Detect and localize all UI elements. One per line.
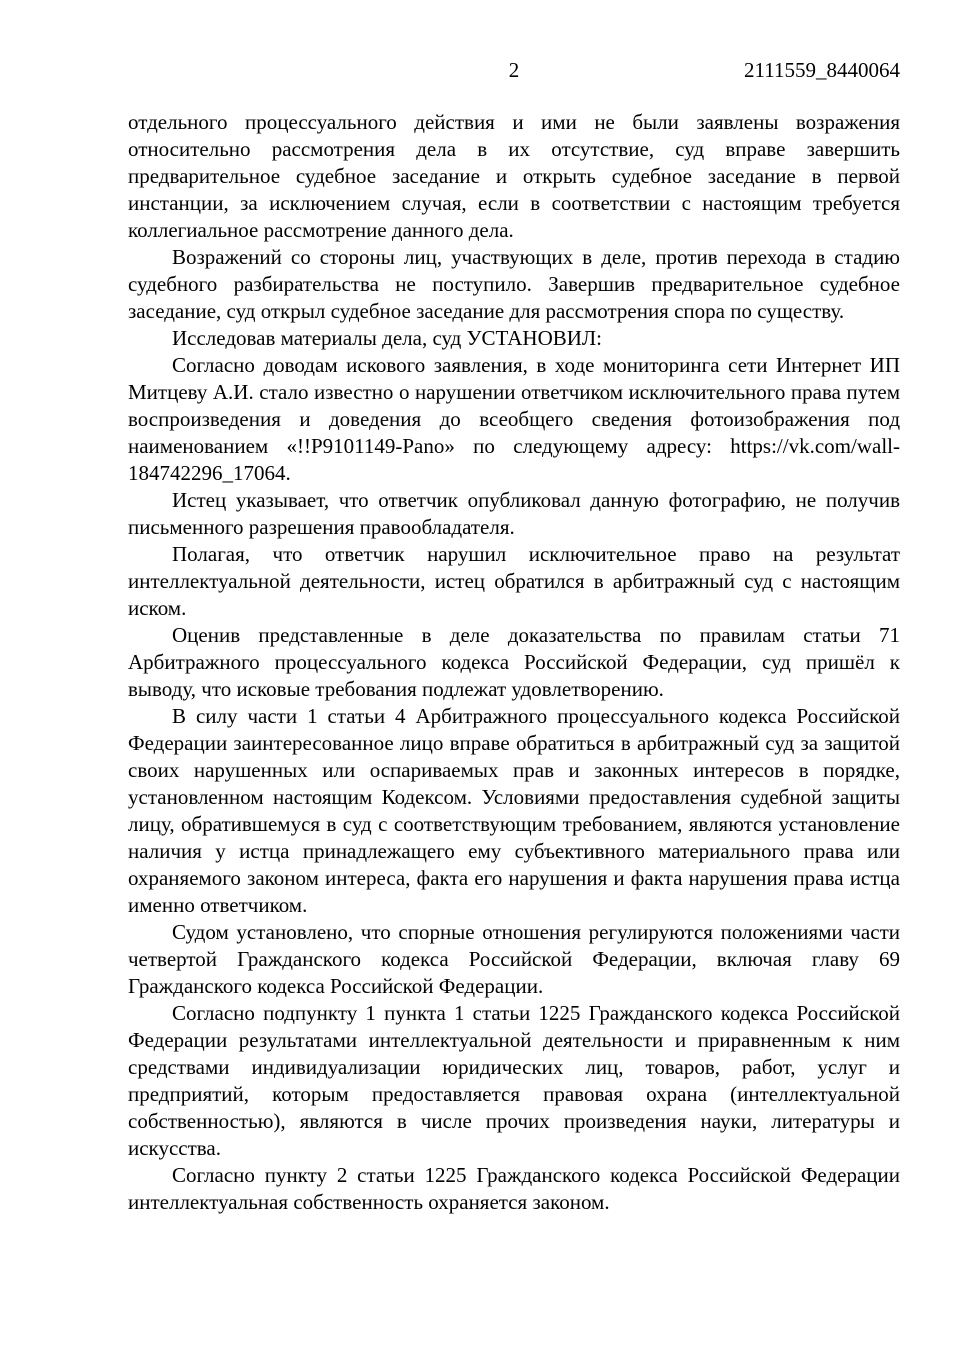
paragraph: Согласно доводам искового заявления, в ходе мониторинга сети Интернет ИП Митцеву А.И. стало известно о нарушении ответчиком исключительного права путем воспроизведения и доведения до всеобщего сведения фотоизображения под наименованием «!!P9101149-Pano» по следующему адресу: https://vk.com/wall-184742296_17064. xyxy=(128,353,900,485)
paragraph: Исследовав материалы дела, суд УСТАНОВИЛ: xyxy=(172,326,603,350)
page-number: 2 xyxy=(508,58,520,82)
paragraph: Возражений со стороны лиц, участвующих в деле, против перехода в стадию судебного разбирательства не поступило. Завершив предварительное судебное заседание, суд открыл судебное заседание для рассмотрения спора по существу. xyxy=(128,245,900,323)
paragraph: В силу части 1 статьи 4 Арбитражного процессуального кодекса Российской Федерации заинтересованное лицо вправе обратиться в арбитражный суд за защитой своих нарушенных или оспариваемых прав и законных интересов в порядке, установленном настоящим Кодексом. Условиями предоставления судебной защиты лицу, обратившемуся в суд с соответствующим требованием, являются установление наличия у истца принадлежащего ему субъективного материального права или охраняемого законом интереса, факта его нарушения и факта нарушения права истца именно ответчиком. xyxy=(128,704,900,917)
paragraph: Согласно подпункту 1 пункта 1 статьи 1225 Гражданского кодекса Российской Федерации результатами интеллектуальной деятельности и приравненным к ним средствами индивидуализации юридических лиц, товаров, работ, услуг и предприятий, которым предоставляется правовая охрана (интеллектуальной собственностью), являются в числе прочих произведения науки, литературы и искусства. xyxy=(128,1001,900,1160)
paragraph: Согласно пункту 2 статьи 1225 Гражданского кодекса Российской Федерации интеллектуальная собственность охраняется законом. xyxy=(128,1163,900,1214)
document-body xyxy=(128,109,900,1216)
paragraph: Полагая, что ответчик нарушил исключительное право на результат интеллектуальной деятельности, истец обратился в арбитражный суд с настоящим иском. xyxy=(128,542,900,620)
paragraph: Оценив представленные в деле доказательства по правилам статьи 71 Арбитражного процессуального кодекса Российской Федерации, суд пришёл к выводу, что исковые требования подлежат удовлетворению. xyxy=(128,623,900,701)
paragraph: Судом установлено, что спорные отношения регулируются положениями части четвертой Гражданского кодекса Российской Федерации, включая главу 69 Гражданского кодекса Российской Федерации. xyxy=(128,920,900,998)
document-number: 2111559_8440064 xyxy=(744,58,900,82)
paragraph: Истец указывает, что ответчик опубликовал данную фотографию, не получив письменного разрешения правообладателя. xyxy=(128,488,900,539)
page-header xyxy=(128,57,900,84)
paragraph: отдельного процессуального действия и ими не были заявлены возражения относительно рассмотрения дела в их отсутствие, суд вправе завершить предварительное судебное заседание и открыть судебное заседание в первой инстанции, за исключением случая, если в соответствии с настоящим требуется коллегиальное рассмотрение данного дела. xyxy=(128,110,900,242)
